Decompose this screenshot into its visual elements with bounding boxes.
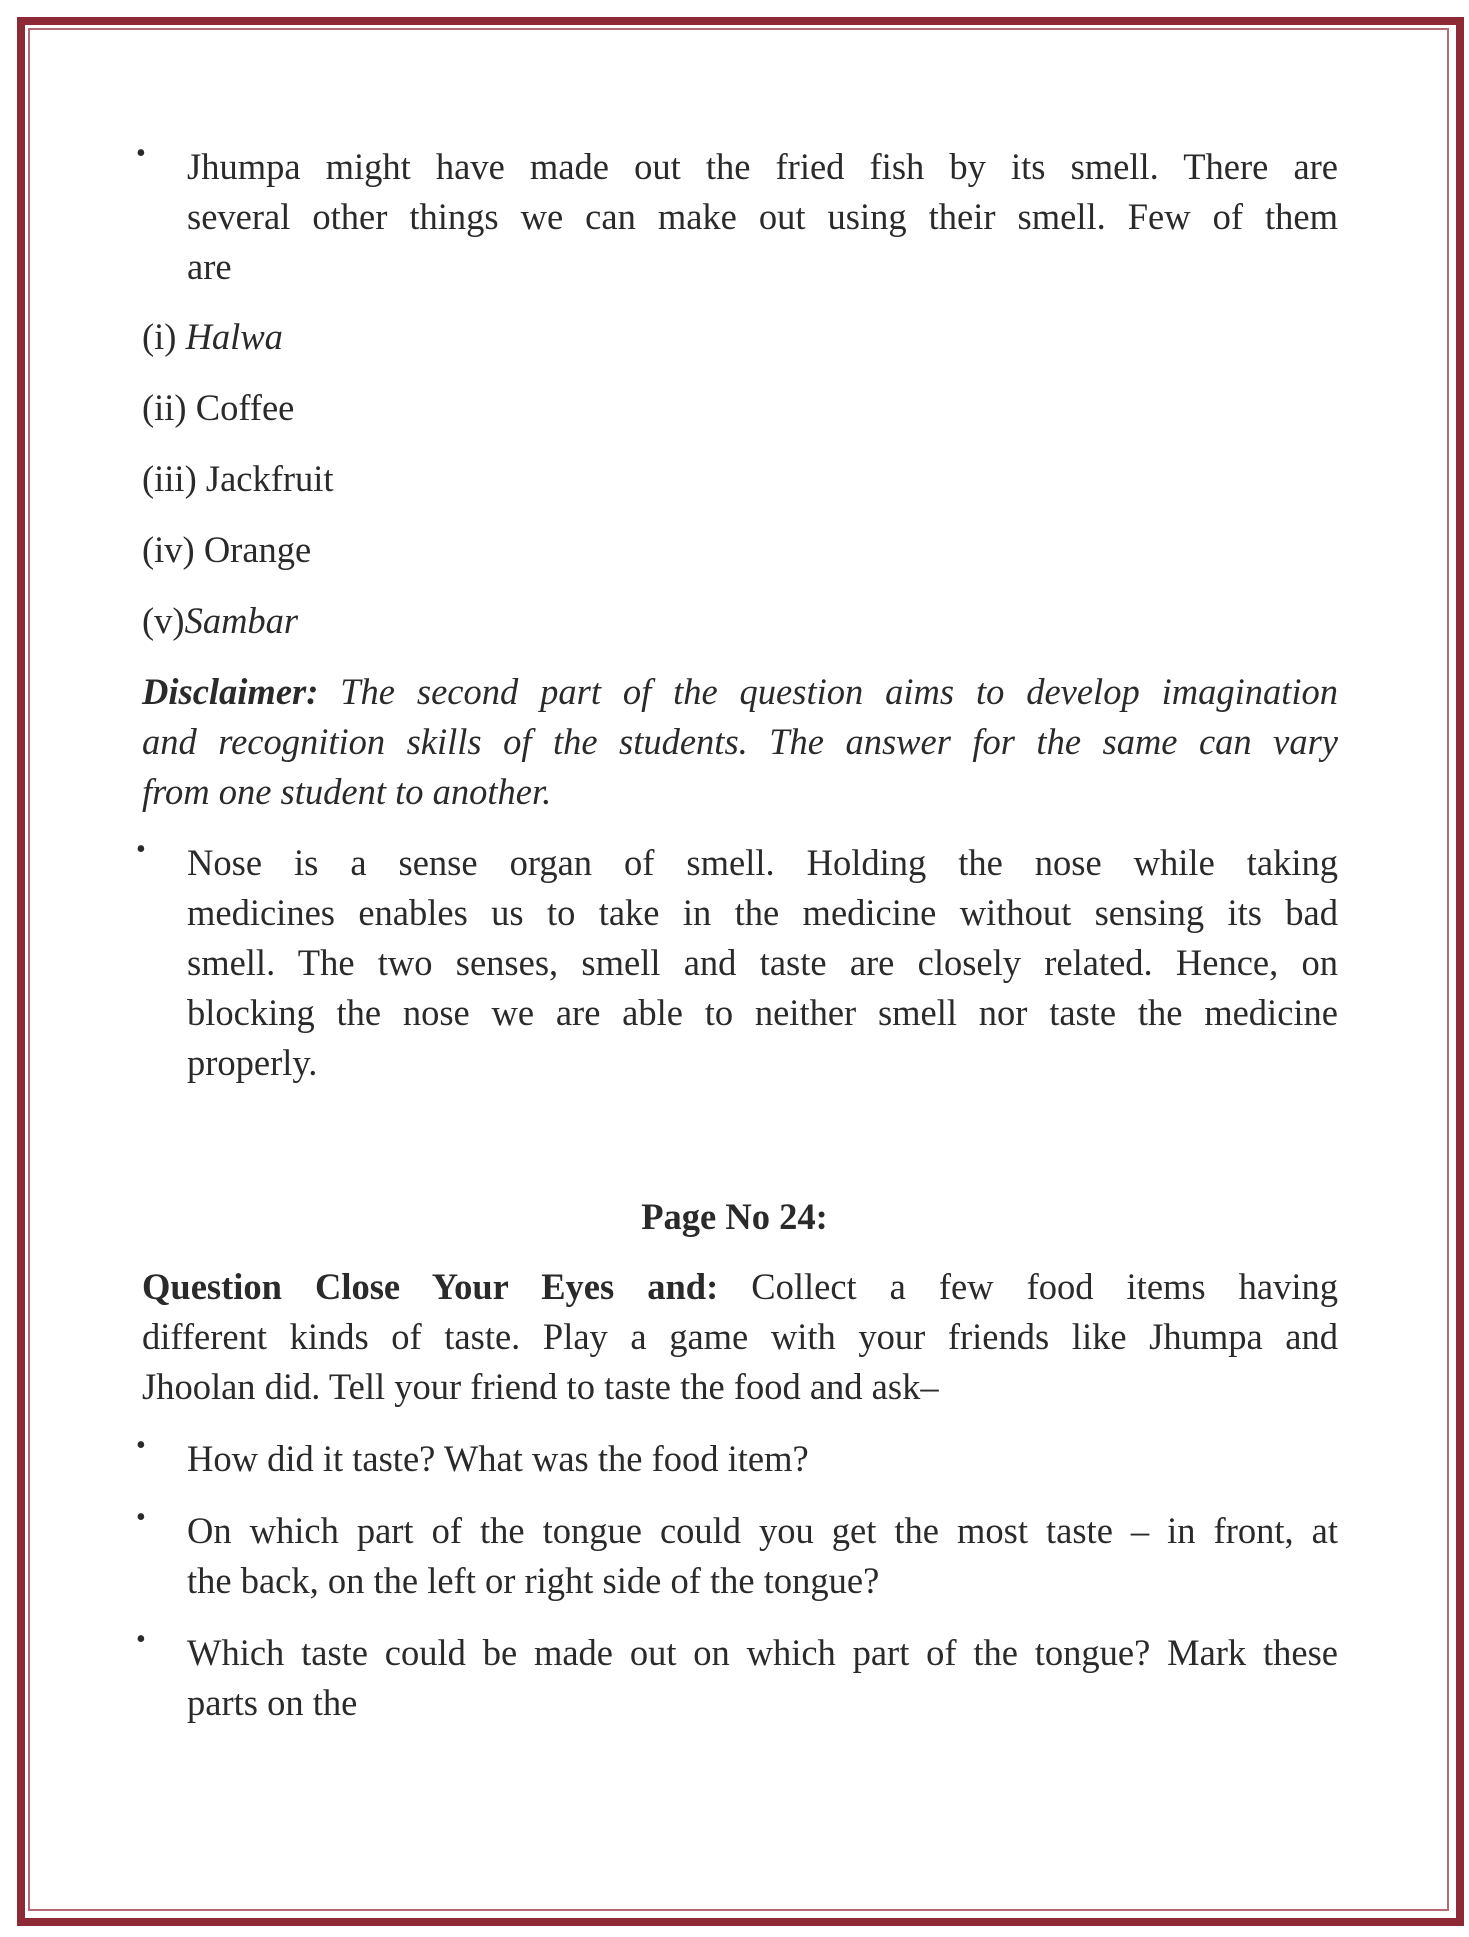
bullet2-line-1: Nose is a sense organ of smell. Holding the nose while taking	[187, 842, 1338, 883]
question-label: Question Close Your Eyes and:	[142, 1266, 719, 1307]
question-bullet-1: How did it taste? What was the food item?	[187, 1438, 809, 1479]
question-bullet-2-line-1: On which part of the tongue could you get the most taste – in front, at	[187, 1510, 1338, 1551]
disclaimer-line-2: and recognition skills of the students. The answer for the same can vary	[142, 721, 1338, 762]
bullet-icon: •	[136, 1624, 146, 1655]
list-item: (ii) Coffee	[142, 387, 295, 428]
list-item: (iii) Jackfruit	[142, 458, 334, 499]
list-item: (iv) Orange	[142, 529, 312, 570]
disclaimer-line-1: Disclaimer: The second part of the question aims to develop imagination	[142, 671, 1338, 712]
list-item-name: Coffee	[195, 387, 295, 428]
bullet2-line-5: properly.	[187, 1042, 318, 1083]
question-bullet-2-line-2: the back, on the left or right side of the tongue?	[187, 1560, 880, 1601]
list-item: (i) Halwa	[142, 316, 283, 357]
question-bullet-3-line-2: parts on the	[187, 1682, 358, 1723]
bullet-icon: •	[136, 1502, 146, 1533]
bullet2-line-4: blocking the nose we are able to neither smell nor taste the medicine	[187, 992, 1338, 1033]
bullet-icon: •	[136, 1430, 146, 1461]
bullet2-line-3: smell. The two senses, smell and taste are closely related. Hence, on	[187, 942, 1338, 983]
disclaimer-label: Disclaimer:	[142, 671, 319, 712]
list-item-name: Orange	[203, 529, 312, 570]
list-item: (v)Sambar	[142, 600, 299, 641]
bullet2-line-2: medicines enables us to take in the medicine without sensing its bad	[187, 892, 1338, 933]
question-line-1: Question Close Your Eyes and: Collect a few food items having	[142, 1266, 1338, 1307]
bullet1-line-2: several other things we can make out using their smell. Few of them	[187, 196, 1338, 237]
question-bullet-3-line-1: Which taste could be made out on which part of the tongue? Mark these	[187, 1632, 1338, 1673]
question-line-3: Jhoolan did. Tell your friend to taste the food and ask–	[142, 1366, 939, 1407]
question-line-2: different kinds of taste. Play a game with your friends like Jhumpa and	[142, 1316, 1338, 1357]
bullet-icon: •	[136, 834, 146, 865]
bullet1-line-1: Jhumpa might have made out the fried fish by its smell. There are	[187, 146, 1338, 187]
list-item-name: Halwa	[185, 316, 283, 357]
bullet1-line-3: are	[187, 246, 232, 287]
page-heading: Page No 24:	[641, 1196, 828, 1237]
bullet-icon: •	[136, 138, 146, 169]
list-item-name: Sambar	[184, 600, 299, 641]
list-item-name: Jackfruit	[205, 458, 334, 499]
disclaimer-line-3: from one student to another.	[142, 771, 552, 812]
